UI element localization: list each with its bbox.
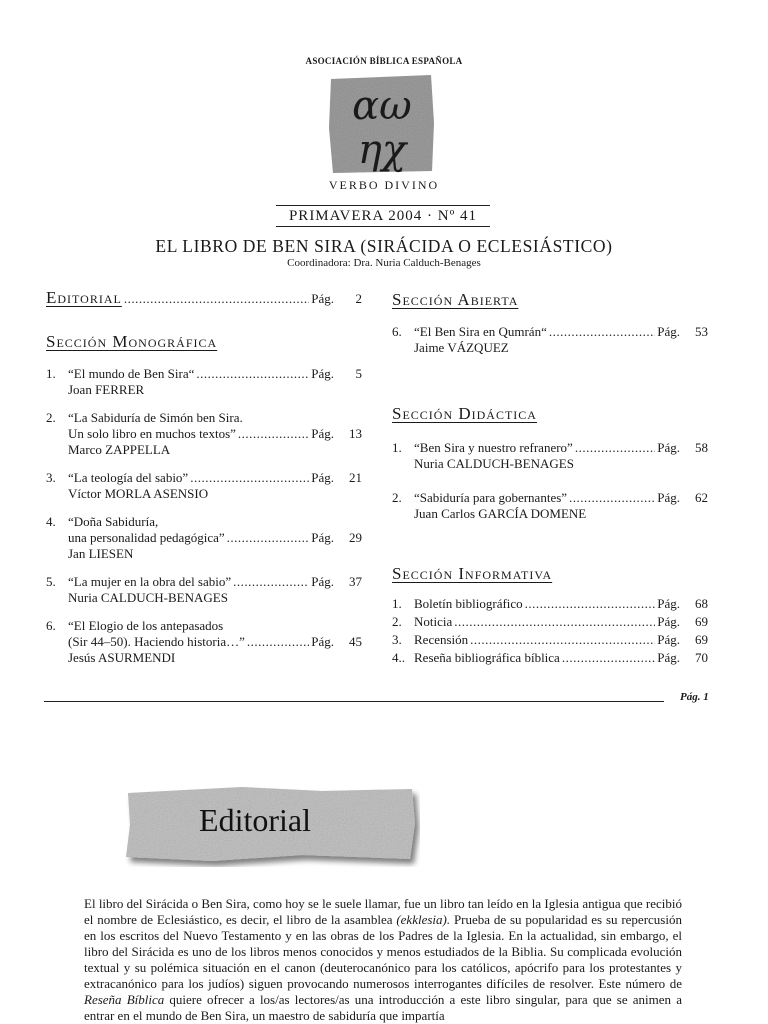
toc-author: Joan FERRER [68,382,145,397]
toc-entry[interactable]: 3. Recensión ..... Pág. 69 [392,632,708,648]
toc-entry[interactable]: 6. “El Ben Sira en Qumrán“ ..... Pág. 53 Jaime VÁZQUEZ [392,324,708,356]
publisher-name: VERBO DIVINO [328,178,440,192]
toc-author: Juan Carlos GARCÍA DOMENE [414,506,587,521]
toc-entry[interactable]: 2. Noticia ..... Pág. 69 [392,614,708,630]
section-title-informativa: Sección Informativa [392,564,553,583]
logo-alpha-omega: αω [352,83,412,129]
page-number: Pág. 1 [680,691,709,703]
toc-right-column [392,290,708,666]
toc-editorial[interactable]: Editorial ..... Pág. 2 [46,290,362,307]
journal-logo [327,73,437,175]
toc-entry[interactable]: 1. Boletín bibliográfico ..... Pág. 68 [392,596,708,612]
section-title-editorial: Editorial [46,288,122,307]
toc-entry[interactable]: 2. “La Sabiduría de Simón ben Sira. Un solo libro en muchos textos” ..... Pág. 13 Marco ZAPPELLA [46,410,362,458]
toc-author: Jaime VÁZQUEZ [414,340,509,355]
toc-entry[interactable]: 2. “Sabiduría para gobernantes” ..... Pág. 62 Juan Carlos GARCÍA DOMENE [392,490,708,522]
toc-author: Jan LIESEN [68,546,134,561]
toc-entry[interactable]: 4.. Reseña bibliográfica bíblica ..... Pág. 70 [392,650,708,666]
toc-entry[interactable]: 3. “La teología del sabio” ..... Pág. 21 Víctor MORLA ASENSIO [46,470,362,502]
issue-label: PRIMAVERA 2004 · Nº 41 [276,205,490,227]
toc-entry[interactable]: 1. “El mundo de Ben Sira“ ..... Pág. 5 Joan FERRER [46,366,362,398]
toc-left-column [46,290,362,666]
association-name: ASOCIACIÓN BÍBLICA ESPAÑOLA [305,56,463,66]
section-title-abierta: Sección Abierta [392,290,519,309]
toc-entry[interactable]: 1. “Ben Sira y nuestro refranero” ..... Pág. 58 Nuria CALDUCH-BENAGES [392,440,708,472]
toc-entry[interactable]: 5. “La mujer en la obra del sabio” ..... Pág. 37 Nuria CALDUCH-BENAGES [46,574,362,606]
toc-author: Marco ZAPPELLA [68,442,171,457]
coordinator: Coordinadora: Dra. Nuria Calduch-Benages [287,257,481,269]
editorial-banner-title: Editorial [199,802,311,838]
toc-list-informativa [392,596,708,666]
toc-entry[interactable]: 6. “El Elogio de los antepasados (Sir 44–50). Haciendo historia…” ..... Pág. 45 Jesús ASURMENDI [46,618,362,666]
toc-entry[interactable]: 4. “Doña Sabiduría, una personalidad pedagógica” ..... Pág. 29 Jan LIESEN [46,514,362,562]
footer-rule [44,701,664,702]
issue-title: EL LIBRO DE BEN SIRA (SIRÁCIDA O ECLESIÁSTICO) [155,236,613,256]
toc-author: Víctor MORLA ASENSIO [68,486,209,501]
toc-list-monografica [46,366,362,666]
toc-author: Nuria CALDUCH-BENAGES [414,456,574,471]
editorial-body: El libro del Sirácida o Ben Sira, como hoy se le suele llamar, fue un libro tan leído en la Iglesia antigua que recibió el nombre de Eclesiástico, es decir, el libro de la asamblea (ekklesia). Prueba de su popularidad es su repercusión en los escritos del Nuevo Testamento y en las obras de los Padres de la Iglesia. En la actualidad, sin embargo, el libro del Sirácida es uno de los libros menos conocidos y menos estudiados de la Biblia. Su complicada evolución textual y su polémica situación en el canon (deuterocanónico para los católicos, apócrifo para los protestantes y extracanónico para los judíos) siguen provocando numerosos interrogantes difíciles de resolver. Este número de Reseña Bíblica quiere ofrecer a los/as lectores/as una introducción a este libro singular, para que se animen a entrar en el mundo de Ben Sira, un maestro de sabiduría que impartía [84,896,682,1023]
section-title-monografica: Sección Monográfica [46,332,218,351]
section-title-didactica: Sección Didáctica [392,404,537,423]
toc-author: Jesús ASURMENDI [68,650,176,665]
toc-author: Nuria CALDUCH-BENAGES [68,590,228,605]
logo-eta-chi: ηχ [357,127,407,173]
